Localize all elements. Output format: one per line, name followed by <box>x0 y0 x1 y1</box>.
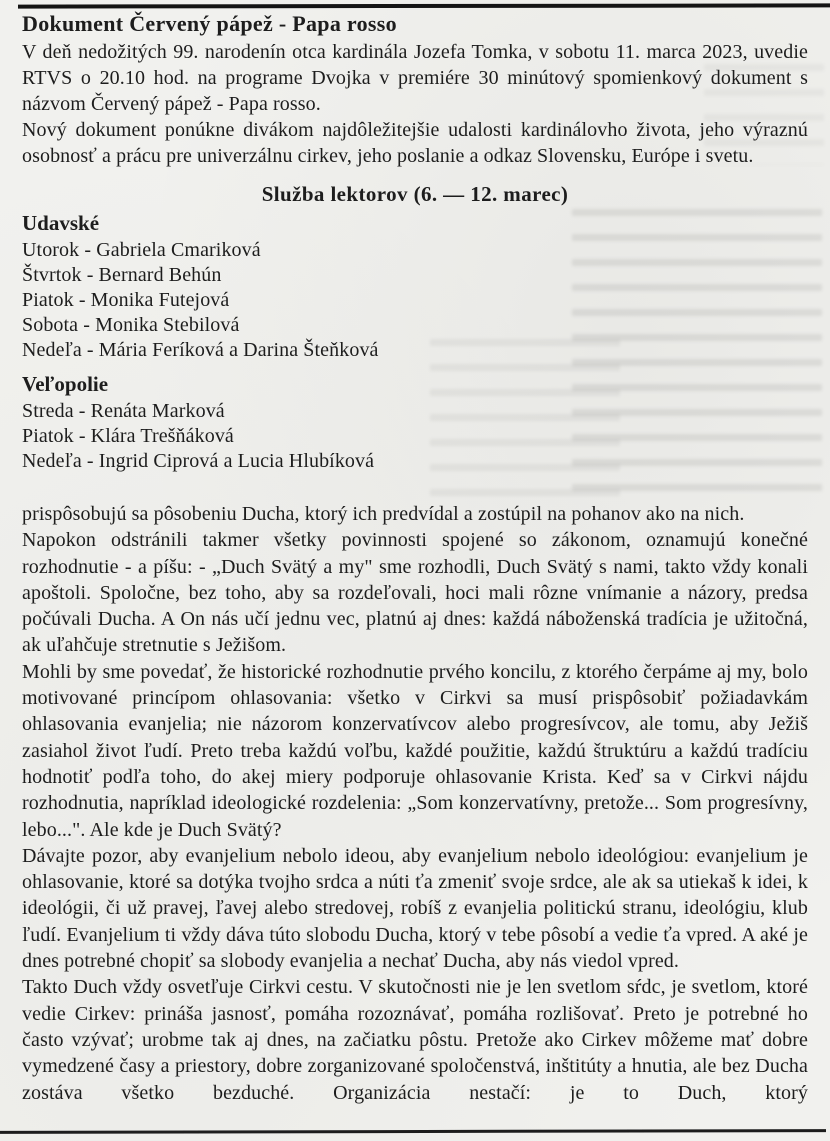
lector-entry: Streda - Renáta Marková <box>22 400 225 422</box>
body-paragraph: Dávajte pozor, aby evanjelium nebolo ideou, aby evanjelium nebolo ideológiou: evanjelium je ohlasovanie, ktoré sa dotýka tvojho srdca a núti ťa zmeniť svoje srdce, ale ak sa utiekaš k idei, k ideológii, či už pravej, ľavej alebo stredovej, robíš z evanjelia politickú stranu, ideológiu, klub ľudí. Evanjelium ti vždy dáva túto slobodu Ducha, ktorý v tebe pôsobí a vedie ťa vpred. A aké je dnes potrebné chopiť sa slobody evanjelia a nechať Ducha, aby nás viedol vpred. <box>22 844 808 973</box>
lector-list <box>22 399 808 474</box>
body-paragraph: Takto Duch vždy osvetľuje Cirkvi cestu. V skutočnosti nie je len svetlom sŕdc, je svetlom, ktoré vedie Cirkev: prináša jasnosť, pomáha rozoznávať, pomáha rozlišovať. Preto je potrebné ho často vzývať; urobme tak aj dnes, na začiatku pôstu. Pretože ako Cirkev môžeme mať dobre vymedzené časy a priestory, dobre zorganizované spoločenstvá, inštitúty a hnutia, ale bez Ducha zostáva všetko bezduché. Organizácia nestačí: je to Duch, ktorý <box>22 976 808 1104</box>
lector-group-title: Veľopolie <box>22 372 109 396</box>
lector-group-title: Udavské <box>22 211 100 235</box>
lectors-heading: Služba lektorov (6. — 12. marec) <box>261 182 569 206</box>
lector-entry: Nedeľa - Mária Feríková a Darina Šteňková <box>22 339 379 361</box>
intro-paragraph: V deň nedožitých 99. narodenín otca kardinála Jozefa Tomka, v sobotu 11. marca 2023, uvedie RTVS o 20.10 hod. na programe Dvojka v premiére 30 minútový spomienkový dokument s názvom Červený pápež - Papa rosso. <box>22 41 808 115</box>
lector-entry: Piatok - Monika Futejová <box>22 289 230 311</box>
body-text-section <box>22 501 808 1106</box>
body-paragraph: prispôsobujú sa pôsobeniu Ducha, ktorý ich predvídal a zostúpil na pohanov ako na nich. <box>22 503 745 525</box>
body-paragraph: Napokon odstránili takmer všetky povinnosti spojené so zákonom, oznamujú konečné rozhodnutie - a píšu: - „Duch Svätý a my" sme rozhodli, Duch Svätý s nami, takto vždy konali apoštoli. Spoločne, bez toho, aby sa rozdeľovali, hoci mali rôzne vnímanie a názory, predsa počúvali Ducha. A On nás učí jednu vec, platnú aj dnes: každá náboženská tradícia je užitočná, ak uľahčuje stretnutie s Ježišom. <box>22 529 808 657</box>
intro-section <box>22 39 808 169</box>
body-paragraph: Mohli by sme povedať, že historické rozhodnutie prvého koncilu, z ktorého čerpáme aj my, bolo motivované princípom ohlasovania: všetko v Cirkvi sa musí prispôsobiť požiadavkám ohlasovania evanjelia; nie názorom konzervatívcov alebo progresívcov, ale tomu, aby Ježiš zasiahol život ľudí. Preto treba každú voľbu, každé použitie, každú štruktúru a každú tradíciu hodnotiť podľa toho, do akej miery podporuje ohlasovanie Krista. Keď sa v Cirkvi nájdu rozhodnutia, napríklad ideologické rozdelenia: „Som konzervatívny, pretože... Som progresívny, lebo...". Ale kde je Duch Svätý? <box>22 660 808 841</box>
intro-paragraph: Nový dokument ponúkne divákom najdôležitejšie udalosti kardinálovho života, jeho výraznú osobnosť a prácu pre univerzálnu cirkev, jeho poslanie a odkaz Slovensku, Európe i svetu. <box>22 119 808 167</box>
lector-group-velopolie <box>22 372 808 474</box>
lector-entry: Sobota - Monika Stebilová <box>22 314 240 336</box>
lector-entry: Štvrtok - Bernard Behún <box>22 264 222 286</box>
lector-entry: Piatok - Klára Trešňáková <box>22 425 234 447</box>
lector-list <box>22 238 808 363</box>
lector-entry: Utorok - Gabriela Cmariková <box>22 239 261 261</box>
page-title: Dokument Červený pápež - Papa rosso <box>22 11 397 36</box>
lector-entry: Nedeľa - Ingrid Ciprová a Lucia Hlubíková <box>22 450 375 472</box>
lector-group-udavske <box>22 211 808 363</box>
